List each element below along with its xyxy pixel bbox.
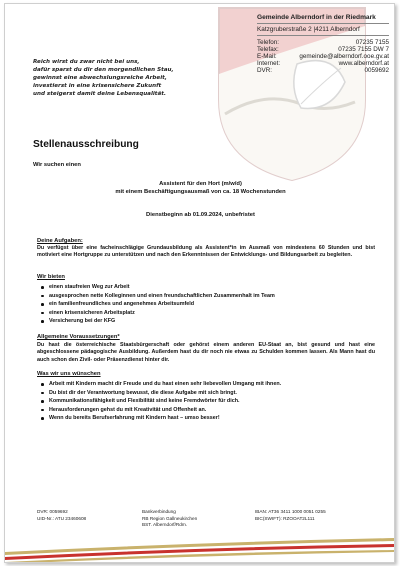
contact-label: E-Mail: [257, 53, 277, 60]
contact-label: Telefon: [257, 39, 280, 46]
footer-line: BST. Alberndorf/Rdm. [142, 522, 188, 528]
contact-label: DVR: [257, 67, 273, 74]
municipality-address: Katzgruberstraße 2 |4211 Alberndorf [257, 24, 389, 36]
list-item: Du bist dir der Verantwortung bewusst, die diese Aufgabe mit sich bringt. [49, 389, 281, 398]
footer-registration [37, 509, 86, 522]
footer-line: RB Region Gallneukirchen [142, 515, 198, 521]
contact-value: gemeinde@alberndorf.ooe.gv.at [299, 53, 389, 60]
position-hours: mit einem Beschäftigungsausmaß von ca. 18 Wochenstunden [115, 189, 286, 195]
list-item: einen staufreien Weg zur Arbeit [49, 283, 275, 292]
contact-row [257, 39, 389, 46]
contact-value: 0059692 [364, 67, 389, 74]
seeking-text: Wir suchen einen [33, 162, 81, 168]
municipality-name: Gemeinde Alberndorf in der Riedmark [257, 14, 389, 24]
contact-label: Internet: [257, 60, 281, 67]
contact-value: 07235 7155 DW 7 [338, 46, 389, 53]
list-item: Wenn du bereits Berufserfahrung mit Kindern hast – umso besser! [49, 414, 281, 423]
footer-line: BIC(SWIFT): RZOOAT2L111 [255, 515, 315, 521]
tasks-text: Du verfügst über eine facheinschlägige Grundausbildung als Assistent*in im Ausmaß von mindestens 60 Stunden und bist motiviert eine Hortgruppe zu unterstützen und nach den Erkenntnissen der Entwicklungs- und Bildungsarbeit zu begleiten. [37, 245, 375, 259]
contact-value: 07235 7155 [355, 39, 389, 46]
footer-line: Bankverbindung [142, 509, 176, 514]
slogan-line: und steigerst damit deine Lebensqualität. [33, 90, 167, 97]
offer-heading: Wir bieten [37, 274, 65, 280]
slogan [33, 59, 213, 99]
contact-row [257, 53, 389, 60]
list-item: einen krisensicheren Arbeitsplatz [49, 309, 275, 318]
wishes-list [49, 380, 281, 423]
start-date: Dienstbeginn ab 01.09.2024, unbefristet [146, 212, 255, 218]
footer-iban [255, 509, 326, 522]
tasks-heading: Deine Aufgaben: [37, 238, 83, 244]
requirements-heading: Allgemeine Voraussetzungen* [37, 334, 120, 340]
document-page [4, 3, 395, 563]
footer-line: UID-Nr.: ATU 23460608 [37, 515, 87, 521]
slogan-line: Reich wirst du zwar nicht bei uns, [33, 59, 140, 65]
contact-value: www.alberndorf.at [338, 60, 389, 67]
list-item: ein familienfreundliches und angenehmes Arbeitsumfeld [49, 300, 275, 309]
list-item: Versicherung bei der KFG [49, 317, 275, 326]
decorative-stripes [5, 538, 395, 563]
position-title: Assistent für den Hort (m/w/d) [159, 181, 242, 187]
offer-list [49, 283, 275, 326]
contact-row [257, 60, 389, 67]
footer-line: DVR: 0059692 [37, 509, 68, 514]
slogan-line: dafür sparst du dir den morgendlichen Stau, [33, 66, 174, 73]
list-item: ausgesprochen nette Kolleginnen und einen freundschaftlichen Zusammenhalt im Team [49, 292, 275, 299]
footer-line: IBAN: AT36 3411 1000 0051 0255 [255, 509, 326, 514]
footer-bank [142, 509, 197, 529]
requirements-text: Du hast die österreichische Staatsbürgerschaft oder gehörst einem anderen EU-Staat an, bist gesund und hast eine abgeschlossene pädagogische Ausbildung. Außerdem hast du dir noch nie etwas zu Schulden kommen lassen. Als Mann hast du auch schon den Zivil- oder Präsenzdienst hinter dir. [37, 342, 375, 363]
contact-row [257, 67, 389, 74]
list-item: Kommunikationsfähigkeit und Flexibilität sind keine Fremdwörter für dich. [49, 397, 281, 406]
slogan-line: investierst in eine krisensichere Zukunft [33, 82, 162, 89]
contact-row [257, 46, 389, 53]
list-item: Herausforderungen gehst du mit Kreativität und Offenheit an. [49, 406, 281, 415]
municipality-letterhead [257, 14, 389, 74]
page-title: Stellenausschreibung [33, 139, 139, 150]
contact-label: Telefax: [257, 46, 279, 53]
list-item: Arbeit mit Kindern macht dir Freude und du hast einen sehr liebevollen Umgang mit ihnen. [49, 381, 282, 387]
wishes-heading: Was wir uns wünschen [37, 371, 101, 377]
slogan-line: gewinnst eine abwechslungsreiche Arbeit, [33, 74, 167, 81]
